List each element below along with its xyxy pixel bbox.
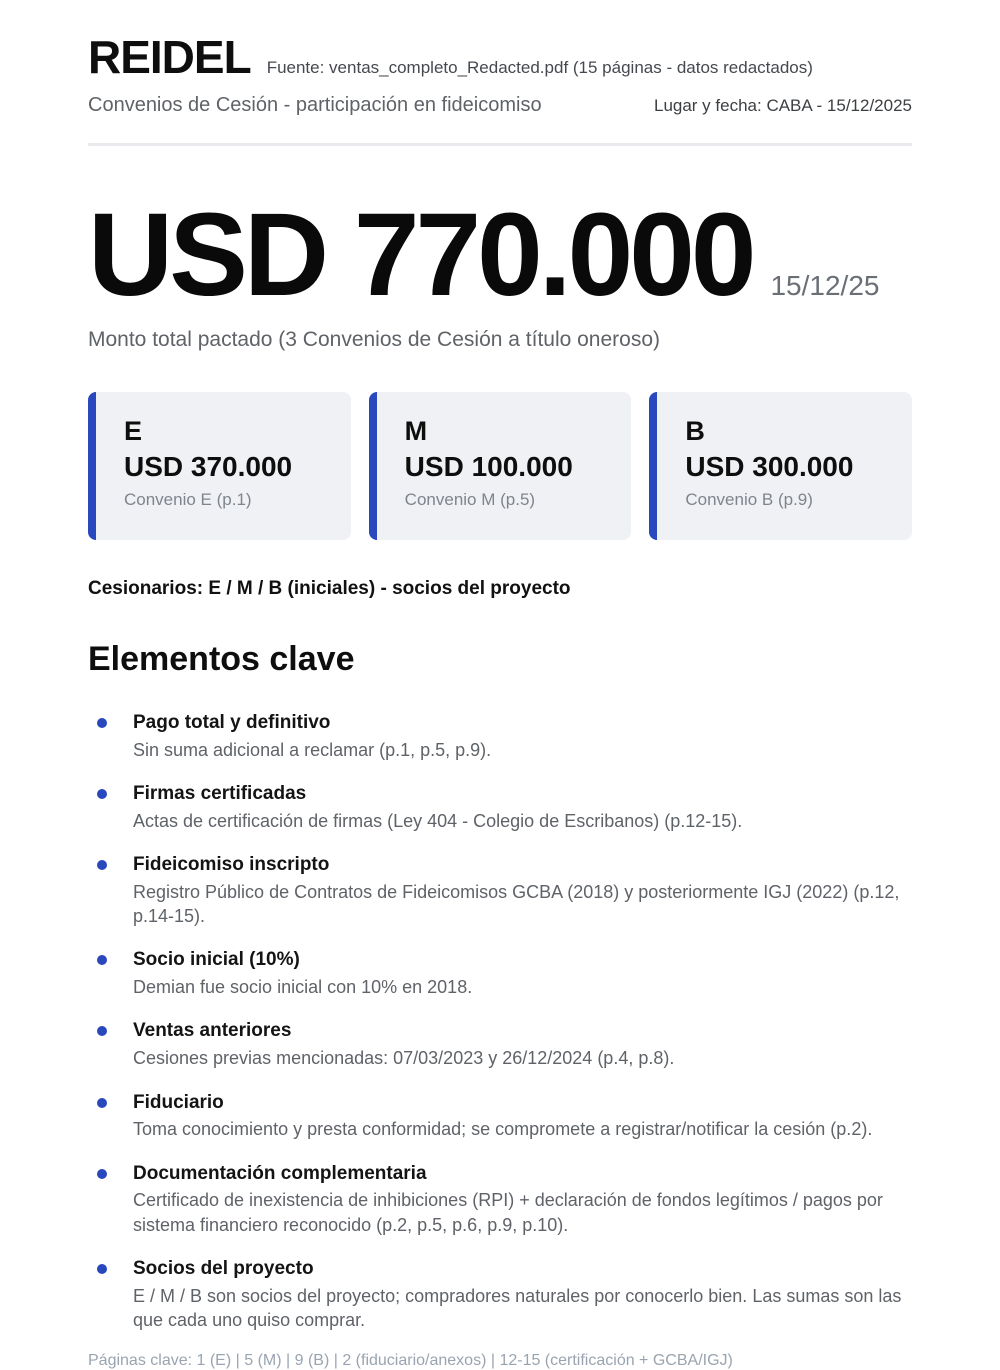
list-item-title: Ventas anteriores (133, 1020, 292, 1042)
bullet-dot-icon (97, 955, 107, 965)
bullet-dot-icon (97, 1264, 107, 1274)
list-item-text (133, 1019, 674, 1070)
document-subtitle: Convenios de Cesión - participación en fideicomiso (88, 94, 542, 116)
bullet-dot-icon (97, 789, 107, 799)
list-item-description: Certificado de inexistencia de inhibiciones (RPI) + declaración de fondos legítimos / pagos por sistema financiero reconocido (p.2, p.5, p.6, p.9, p.10). (133, 1190, 883, 1235)
convenio-card-b (649, 392, 912, 540)
key-elements-section (88, 640, 912, 1332)
list-item-text (133, 853, 912, 928)
convenio-cards (88, 392, 912, 540)
list-item-description: Demian fue socio inicial con 10% en 2018. (133, 977, 473, 998)
total-amount-date: 15/12/25 (770, 270, 880, 301)
source-reference: Fuente: ventas_completo_Redacted.pdf (15 páginas - datos redactados) (266, 58, 813, 77)
list-item (88, 782, 912, 833)
brand-title: REIDEL (88, 31, 251, 83)
total-amount: USD 770.000 (88, 189, 753, 321)
card-initial: M (404, 416, 428, 446)
list-item (88, 853, 912, 928)
card-initial: B (685, 416, 705, 446)
list-item (88, 711, 912, 762)
list-item (88, 1162, 912, 1237)
list-item-description: Sin suma adicional a reclamar (p.1, p.5, p.9). (133, 739, 492, 760)
total-amount-line (88, 189, 912, 321)
bullet-dot-icon (97, 1026, 107, 1036)
list-item (88, 1091, 912, 1142)
list-item-text (133, 1091, 872, 1142)
card-amount: USD 370.000 (124, 451, 293, 482)
card-reference: Convenio M (p.5) (404, 490, 536, 509)
header-row-top (88, 30, 912, 84)
list-item-title: Socio inicial (10%) (133, 949, 300, 971)
list-item-title: Fiduciario (133, 1091, 224, 1113)
card-amount: USD 300.000 (685, 451, 854, 482)
cessionaries-note: Cesionarios: E / M / B (iniciales) - socios del proyecto (88, 578, 571, 599)
section-title: Elementos clave (88, 640, 355, 678)
total-amount-section (88, 189, 912, 352)
card-reference: Convenio E (p.1) (124, 490, 252, 509)
list-item-text (133, 948, 472, 999)
card-reference: Convenio B (p.9) (685, 490, 813, 509)
list-item (88, 1257, 912, 1332)
list-item-title: Firmas certificadas (133, 783, 307, 805)
place-date: Lugar y fecha: CABA - 15/12/2025 (653, 96, 912, 115)
list-item-title: Fideicomiso inscripto (133, 854, 330, 876)
list-item-description: Toma conocimiento y presta conformidad; se compromete a registrar/notificar la cesión (p.2). (133, 1119, 873, 1140)
bullet-dot-icon (97, 1098, 107, 1108)
list-item-title: Socios del proyecto (133, 1257, 314, 1279)
list-item-description: Cesiones previas mencionadas: 07/03/2023 y 26/12/2024 (p.4, p.8). (133, 1048, 675, 1069)
bullet-dot-icon (97, 718, 107, 728)
header (88, 30, 912, 146)
list-item-description: Registro Público de Contratos de Fideicomisos GCBA (2018) y posteriormente IGJ (2022) (p.12, p.14-15). (133, 881, 900, 927)
footer (88, 1352, 912, 1370)
card-amount: USD 100.000 (404, 451, 573, 482)
convenio-card-e (88, 392, 351, 540)
list-item-text (133, 782, 742, 833)
key-elements-list (88, 711, 912, 1332)
list-item-text (133, 1257, 912, 1332)
key-pages-note: Páginas clave: 1 (E) | 5 (M) | 9 (B) | 2 (fiduciario/anexos) | 12-15 (certificación + GCBA/IGJ) (88, 1352, 733, 1370)
list-item-title: Documentación complementaria (133, 1162, 427, 1184)
header-row-bottom (88, 94, 912, 117)
bullet-dot-icon (97, 1169, 107, 1179)
bullet-dot-icon (97, 860, 107, 870)
card-initial: E (124, 416, 143, 446)
list-item (88, 948, 912, 999)
list-item-text (133, 1162, 912, 1237)
convenio-card-m (369, 392, 632, 540)
list-item-description: Actas de certificación de firmas (Ley 404 - Colegio de Escribanos) (p.12-15). (133, 810, 743, 831)
list-item (88, 1019, 912, 1070)
list-item-text (133, 711, 491, 762)
header-divider (88, 143, 912, 146)
list-item-title: Pago total y definitivo (133, 712, 331, 733)
total-amount-caption: Monto total pactado (3 Convenios de Cesión a título oneroso) (88, 328, 661, 351)
list-item-description: E / M / B son socios del proyecto; compradores naturales por conocerlo bien. Las sumas son las que cada uno quiso comprar. (133, 1285, 902, 1330)
